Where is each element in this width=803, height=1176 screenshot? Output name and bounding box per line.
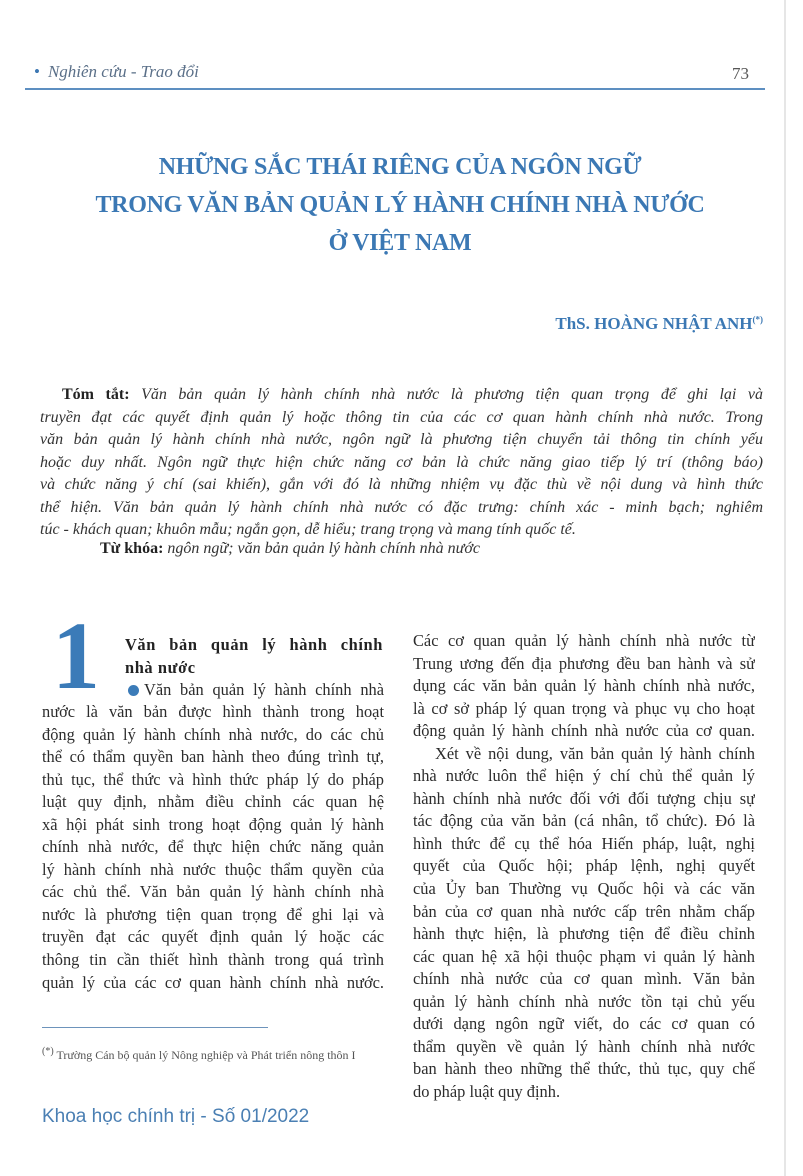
footnote-text: Trường Cán bộ quản lý Nông nghiệp và Phát triển nông thôn I [56,1048,356,1062]
body-line: dụng các văn bản quản lý hành chính nhà nước, [413,676,755,696]
section-heading [125,634,383,679]
footnote-rule [42,1027,268,1028]
body-line: ban hành theo những thể thức, thủ tục, quy chế [413,1059,755,1079]
author-note-mark: (*) [752,314,763,325]
first-line-text: Văn bản quản lý hành chính nhà [144,680,384,699]
body-line: hình thức để cụ thể hóa Hiến pháp, luật, nghị [413,833,755,853]
abstract-line: túc - khách quan; khuôn mẫu; ngắn gọn, dễ hiểu; trang trọng và mang tính quốc tế. [40,521,576,538]
body-line: thể có thẩm quyền ban hành theo đúng trình tự, [42,747,384,767]
body-line: xã hội phát sinh trong hoạt động quản lý hành [42,814,384,834]
body-line: quyết của Quốc hội; pháp lệnh, nghị quyết [413,856,755,876]
body-line: luật quy định, nhằm điều chỉnh các quan hệ [42,792,384,812]
page-number: 73 [732,64,749,83]
footnote-mark: (*) [42,1046,54,1057]
left-column [42,701,384,994]
abstract-line [40,384,763,407]
section-first-line [128,679,384,702]
abstract-line: văn bản quản lý hành chính nhà nước, ngôn ngữ là phương tiện chuyển tải thông tin chính yếu [40,431,763,448]
body-line: động quản lý hành chính nhà nước, do các chủ [42,724,384,744]
keywords-value: ngôn ngữ; văn bản quản lý hành chính nhà nước [167,540,481,557]
body-line: do pháp luật quy định. [413,1081,561,1101]
body-line: quản lý của các cơ quan hành chính nhà nước. [42,972,384,992]
body-line: chính nhà nước, để thực hiện chức năng quản [42,837,384,857]
section-label: Nghiên cứu - Trao đổi [47,62,199,81]
body-line: tác động của văn bản (cá nhân, tổ chức). Đó là [413,811,755,831]
body-line: truyền đạt các quyết định quản lý hoặc các [42,927,384,947]
body-line: các chủ thể. Văn bản quản lý hành chính nhà [42,882,384,902]
abstract-line: và chức năng ý chí (sai khiến), gắn với đó là những nhiệm vụ đặc thù về nội dung và hình thức [40,476,763,493]
body-line: bản của cơ quan nhà nước cấp trên nhằm chấp [413,901,755,921]
section-number: 1 [52,602,100,709]
body-line: dưới dạng ngôn ngữ viết, do các cơ quan có [413,1014,755,1034]
body-line: chính nhà nước của cơ quan mình. Văn bản [413,969,755,989]
journal-footer: Khoa học chính trị - Số 01/2022 [42,1106,310,1127]
keywords-label: Từ khóa: [100,540,164,557]
running-header [34,62,199,82]
body-line: là cơ sở pháp lý quan trọng và phục vụ cho hoạt [413,698,755,718]
abstract-line: hoặc duy nhất. Ngôn ngữ thực hiện chức năng cơ bản là chức năng giao tiếp lý trí (thông báo) [40,453,763,471]
footnote [42,1043,384,1064]
abstract [40,384,763,542]
bullet-icon [128,685,139,696]
body-line: thủ tục, thể thức và hình thức pháp lý do pháp [42,769,384,789]
title-line: TRONG VĂN BẢN QUẢN LÝ HÀNH CHÍNH NHÀ NƯỚC [95,192,705,218]
header-rule [25,88,765,90]
body-line: nhà nước luôn thể hiện ý chí chủ thể quản lý [413,766,755,786]
body-line: các quan hệ xã hội thuộc phạm vi quản lý hành [413,946,755,966]
body-line: động quản lý hành chính nhà nước của cơ quan. [413,721,755,741]
body-line: quản lý hành chính nhà nước tồn tại chủ yếu [413,991,755,1011]
body-line: thông tin cần thiết hình thành trong quá trình [42,950,384,970]
right-column [413,630,755,1103]
body-line: thẩm quyền về quản lý hành chính nhà nước [413,1036,755,1056]
author-name: ThS. HOÀNG NHẬT ANH [555,314,753,333]
body-line: Trung ương đến địa phương đều ban hành và sử [413,653,755,673]
body-line: Xét về nội dung, văn bản quản lý hành chính [435,743,755,763]
body-line: lý hành chính nhà nước thuộc thẩm quyền của [42,859,384,879]
heading-line: Văn bản quản lý hành chính [125,635,383,654]
keywords [100,540,480,558]
body-line: hành chính nhà nước đối với đối tượng chịu sự [413,788,755,808]
abstract-text: Văn bản quản lý hành chính nhà nước là phương tiện quan trọng để ghi lại và [141,386,763,403]
abstract-label: Tóm tắt: [62,386,130,403]
article-title [0,148,800,262]
body-line: hành thực hiện, là phương tiện để điều chỉnh [413,924,755,944]
heading-line: nhà nước [125,657,196,677]
title-line: NHỮNG SẮC THÁI RIÊNG CỦA NGÔN NGỮ [158,154,642,180]
body-line: nước là văn bản được hình thành trong hoạt [42,702,384,721]
author [555,314,763,334]
abstract-line: thể hiện. Văn bản quản lý hành chính nhà nước có đặc trưng: chính xác - minh bạch; nghiêm [40,498,763,516]
abstract-line: truyền đạt các quyết định quản lý hoặc thông tin của các cơ quan hành chính nhà nước. Trong [40,408,763,426]
body-line: Các cơ quan quản lý hành chính nhà nước từ [413,631,755,650]
body-line: nước là phương tiện quan trọng để ghi lại và [42,904,384,924]
title-line: Ở VIỆT NAM [328,230,472,256]
bullet-icon: • [34,62,40,81]
body-line: của Ủy ban Thường vụ Quốc hội và các văn [413,879,755,899]
